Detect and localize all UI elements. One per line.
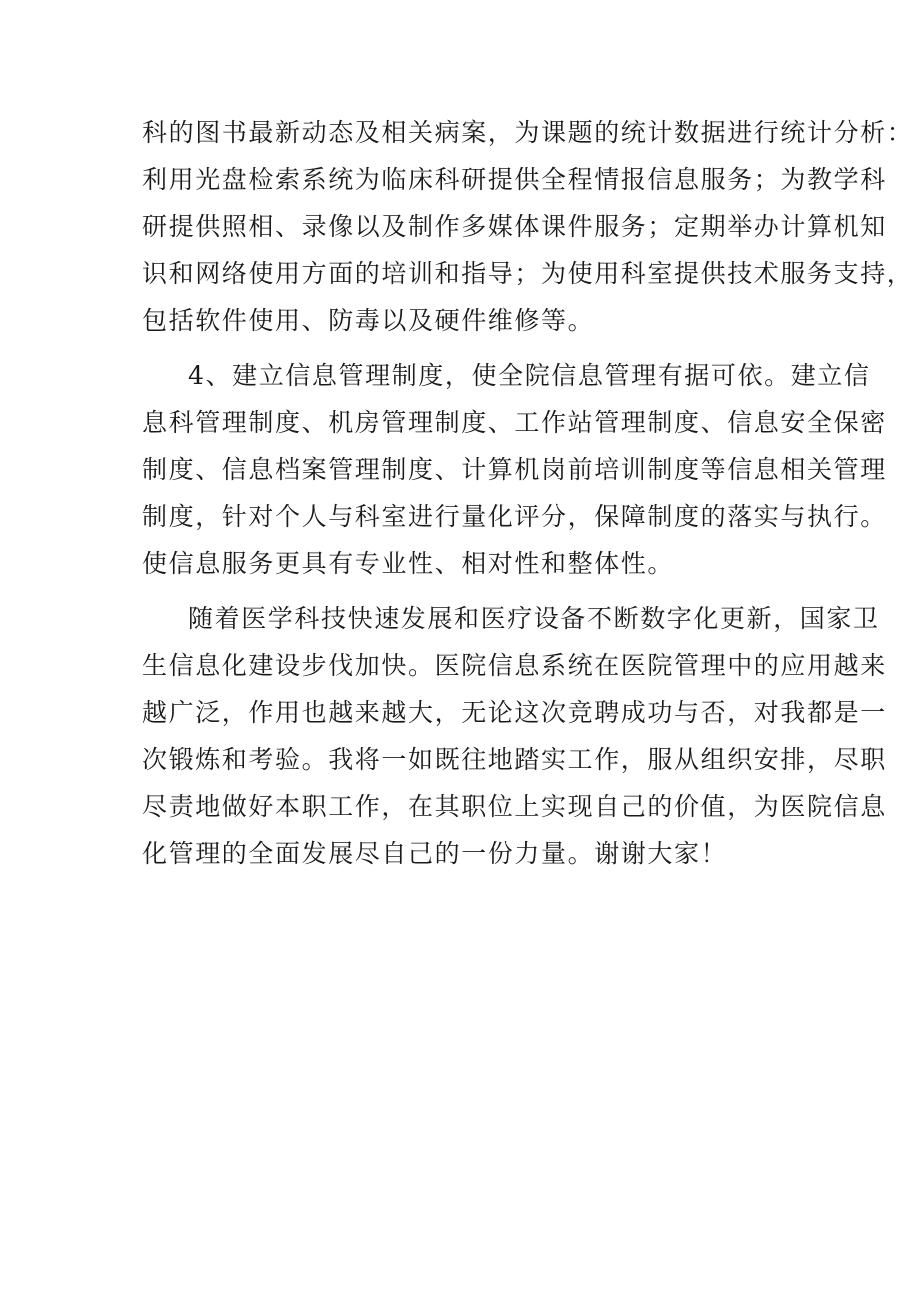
text-line: 4、建立信息管理制度，使全院信息管理有据可依。建立信 — [188, 361, 871, 390]
text-line: 越广泛，作用也越来越大，无论这次竞聘成功与否，对我都是一 — [142, 698, 887, 727]
text-line: 制度，针对个人与科室进行量化评分，保障制度的落实与执行。 — [142, 502, 887, 531]
text-line: 科的图书最新动态及相关病案，为课题的统计数据进行统计分析： — [142, 118, 914, 147]
text-line: 制度、信息档案管理制度、计算机岗前培训制度等信息相关管理 — [142, 455, 887, 484]
text-line: 化管理的全面发展尽自己的一份力量。谢谢大家！ — [142, 839, 728, 868]
text-line: 使信息服务更具有专业性、相对性和整体性。 — [142, 549, 675, 578]
text-line: 识和网络使用方面的培训和指导；为使用科室提供技术服务支持， — [142, 259, 914, 288]
text-line: 生信息化建设步伐加快。医院信息系统在医院管理中的应用越来 — [142, 651, 887, 680]
text-line: 息科管理制度、机房管理制度、工作站管理制度、信息安全保密 — [142, 408, 887, 437]
text-line: 包括软件使用、防毒以及硬件维修等。 — [142, 306, 595, 335]
text-line: 利用光盘检索系统为临床科研提供全程情报信息服务；为教学科 — [142, 165, 887, 194]
text-line: 尽责地做好本职工作，在其职位上实现自己的价值，为医院信息 — [142, 792, 887, 821]
text-line: 随着医学科技快速发展和医疗设备不断数字化更新，国家卫 — [188, 604, 880, 633]
text-line: 研提供照相、录像以及制作多媒体课件服务；定期举办计算机知 — [142, 212, 887, 241]
text-line: 次锻炼和考验。我将一如既往地踏实工作，服从组织安排，尽职 — [142, 745, 887, 774]
